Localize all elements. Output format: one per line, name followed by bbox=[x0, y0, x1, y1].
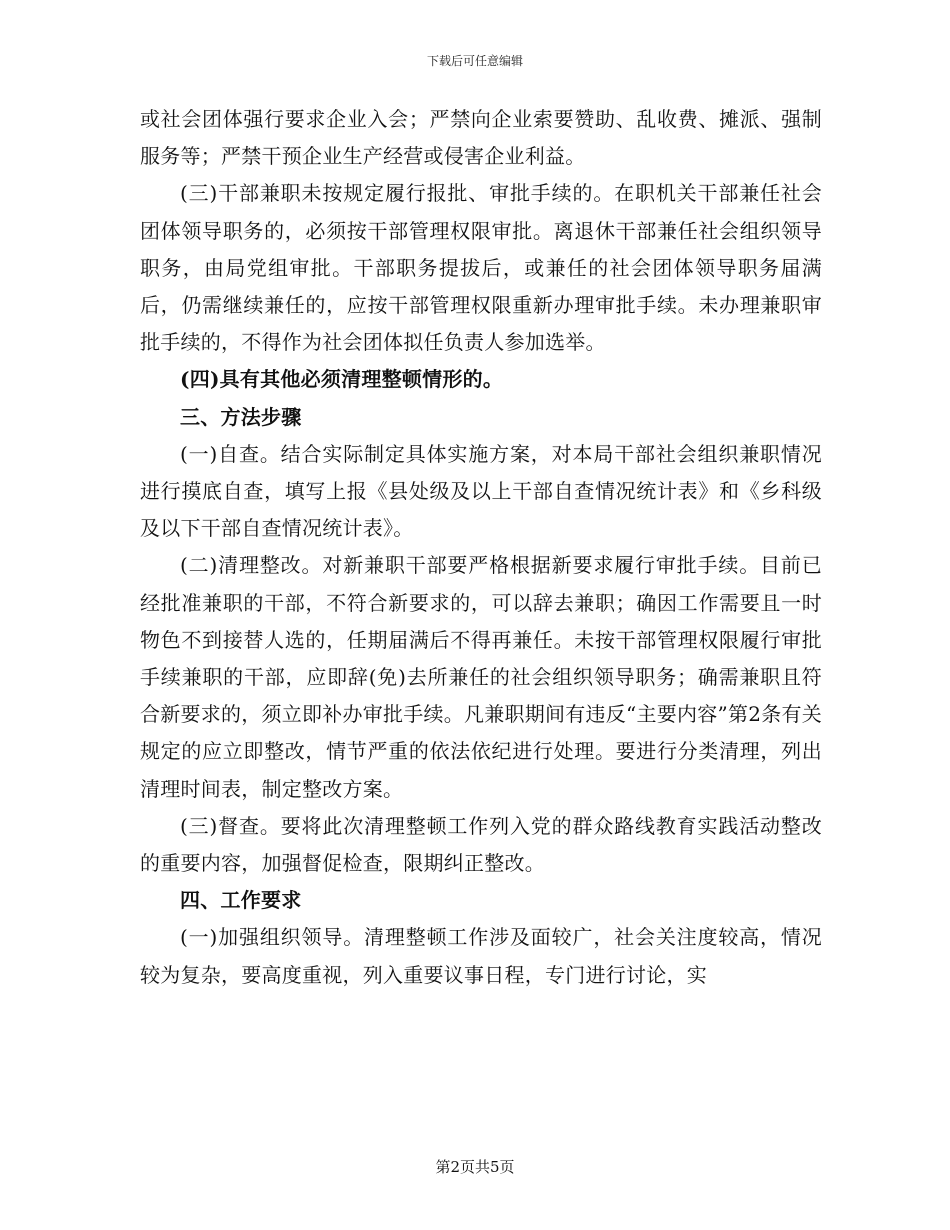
paragraph-self-check: (一)自查。结合实际制定具体实施方案，对本局干部社会组织兼职情况进行摸底自查，填写上报《县处级及以上干部自查情况统计表》和《乡科级及以下干部自查情况统计表》。 bbox=[140, 441, 822, 541]
paragraph-other-cases: (四)具有其他必须清理整顿情形的。 bbox=[180, 367, 504, 392]
paragraph-supervision: (三)督查。要将此次清理整顿工作列入党的群众路线教育实践活动整改的重要内容，加强督促检查，限期纠正整改。 bbox=[140, 813, 822, 876]
page-footer: 第2页共5页 bbox=[435, 1158, 515, 1176]
paragraph-cadre-approval: (三)干部兼职未按规定履行报批、审批手续的。在职机关干部兼任社会团体领导职务的，必须按干部管理权限审批。离退休干部兼任社会组织领导职务，由局党组审批。干部职务提拔后，或兼任的社会团体领导职务届满后，仍需继续兼任的，应按干部管理权限重新办理审批手续。未办理兼职审批手续的，不得作为社会团体拟任负责人参加选举。 bbox=[140, 181, 822, 355]
paragraph-leadership: (一)加强组织领导。清理整顿工作涉及面较广，社会关注度较高，情况较为复杂，要高度重视，列入重要议事日程，专门进行讨论，实 bbox=[140, 925, 822, 987]
document-body bbox=[140, 101, 822, 994]
section-heading-requirements: 四、工作要求 bbox=[180, 888, 302, 913]
paragraph-rectification: (二)清理整改。对新兼职干部要严格根据新要求履行审批手续。目前已经批准兼职的干部，不符合新要求的，可以辞去兼职；确因工作需要且一时物色不到接替人选的，任期届满后不得再兼任。未按干部管理权限履行审批手续兼职的干部，应即辞(免)去所兼任的社会组织领导职务；确需兼职且符合新要求的，须立即补办审批手续。凡兼职期间有违反“主要内容”第2条有关规定的应立即整改，情节严重的依法依纪进行处理。要进行分类清理，列出清理时间表，制定整改方案。 bbox=[140, 553, 822, 801]
page-header: 下载后可任意编辑 bbox=[426, 54, 523, 68]
paragraph-continuation: 或社会团体强行要求企业入会；严禁向企业索要赞助、乱收费、摊派、强制服务等；严禁干预企业生产经营或侵害企业利益。 bbox=[140, 107, 822, 169]
section-heading-methods: 三、方法步骤 bbox=[180, 404, 302, 429]
